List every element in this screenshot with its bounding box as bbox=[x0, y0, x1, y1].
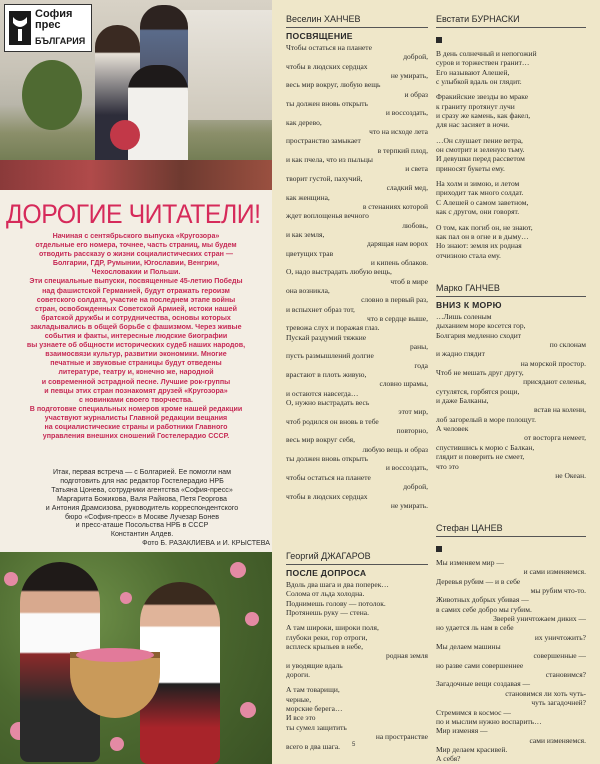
acknowledgement-line: и Антония Драмсизова, руководитель корреспондентского bbox=[45, 503, 239, 512]
intro-line: отдельные его номера, точнее, часть страниц, мы будем bbox=[35, 241, 237, 250]
intro-line: стран, освобожденных Советской Армией, истоки нашей bbox=[35, 304, 237, 313]
poem-line: цветущих трав bbox=[286, 248, 334, 258]
bullet-square-icon bbox=[436, 546, 442, 552]
poem-line: тревожа слух и поражая глаз. bbox=[286, 323, 380, 333]
poem-line: он смотрит и зеленую тьму. bbox=[436, 145, 525, 155]
poem-line: с улыбкой вдаль он глядит. bbox=[436, 77, 522, 87]
intro-line: литературе, театру и, конечно же, народной bbox=[58, 368, 214, 377]
poem-author: Веселин ХАНЧЕВ bbox=[286, 14, 361, 24]
poem-line: и воссоздать, bbox=[385, 463, 428, 473]
poem-line: Загадочные вещи создавая — bbox=[436, 679, 531, 689]
poem-author: Марко ГАНЧЕВ bbox=[436, 283, 500, 293]
poem-line: этот мир, bbox=[398, 407, 428, 417]
poem-line: И все это bbox=[286, 713, 316, 723]
poem-line: чтобы в людских сердцах bbox=[286, 61, 368, 71]
poem-line: дороги. bbox=[286, 670, 311, 680]
top-photo bbox=[0, 0, 272, 190]
poem-column-2 bbox=[436, 14, 586, 260]
poem-line: врастают в плоть живую, bbox=[286, 370, 367, 380]
intro-line: печатные и звуковые страницы будут отведены bbox=[50, 359, 222, 368]
poem-author: Евстати БУРНАСКИ bbox=[436, 14, 520, 24]
poem-line: дыханием море косется гор, bbox=[436, 321, 526, 331]
acknowledgement-line: бюро «София-пресс» в Москве Лучезар Бонев bbox=[64, 512, 220, 521]
divider bbox=[436, 27, 586, 28]
poem-line: Зверей уничтожаем диких — bbox=[493, 614, 586, 624]
poem-line: но разве сами совершеннее bbox=[436, 660, 524, 670]
poem-line: на пространстве bbox=[375, 732, 428, 742]
poem-line: сами изменяемся. bbox=[529, 735, 586, 745]
poem-line: А себя? bbox=[436, 754, 461, 764]
intro-line: Болгарии, ГДР, Румынии, Югославии, Венгрии, bbox=[52, 259, 220, 268]
poem-column-1b bbox=[286, 551, 428, 751]
poem-line: Но знают: земля их родная bbox=[436, 241, 522, 251]
divider bbox=[436, 536, 586, 537]
intro-line: взаимосвязи культур, развитии экономики. Многие bbox=[45, 350, 227, 359]
poem-line: Солома от льда холодна. bbox=[286, 589, 365, 599]
poem-line: не умирать. bbox=[390, 500, 428, 510]
poem-line: доброй, bbox=[403, 52, 428, 62]
poem-line: сладкий мед, bbox=[386, 183, 428, 193]
poem-line: Поднимешь голову — потолок. bbox=[286, 598, 386, 608]
person-shape bbox=[128, 65, 188, 175]
poem-line: их уничтожить? bbox=[534, 632, 586, 642]
poem-column-1 bbox=[286, 14, 428, 510]
poem-line: На холм и зимою, и летом bbox=[436, 179, 520, 189]
acknowledgement-line: Итак, первая встреча — с Болгарией. Ее помогли нам bbox=[53, 468, 231, 476]
poem-line: творит густой, пахучий, bbox=[286, 173, 363, 183]
poem-lines bbox=[436, 312, 586, 480]
poem-line: родная земля bbox=[386, 651, 428, 661]
intro-line: отводить рассказу о жизни социалистических стран — bbox=[38, 250, 234, 259]
poem-line: ты должен вновь открыть bbox=[286, 454, 368, 464]
poem-line: любовь, bbox=[402, 220, 428, 230]
poem-line: и как пчела, что из пыльцы bbox=[286, 155, 373, 165]
poem-line: и воссоздать, bbox=[385, 108, 428, 118]
poem-line: пусть размышлений долгие bbox=[286, 351, 374, 361]
poem-line: дарящая нам ворох bbox=[366, 239, 428, 249]
poem-line: и кипень облаков. bbox=[370, 257, 428, 267]
poem-line: и образ bbox=[404, 89, 428, 99]
poem-line: к граниту протянут лучи bbox=[436, 101, 515, 111]
poem-line: становимся ли хоть чуть- bbox=[505, 688, 586, 698]
poem-line: О, нужно выстрадать весь bbox=[286, 398, 370, 408]
poem-line: приходит так много солдат. bbox=[436, 188, 524, 198]
poem-line: Мы изменяем мир — bbox=[436, 558, 504, 567]
poem-line: и даже Балканы, bbox=[436, 396, 489, 406]
poem-line: словно шрамы, bbox=[379, 379, 428, 389]
poem-line: приносят букеты ему. bbox=[436, 163, 505, 173]
poem-line: чтоб в мире bbox=[390, 276, 428, 286]
sofia-press-logo bbox=[4, 4, 92, 52]
rose-shape bbox=[4, 572, 18, 586]
poem-line: и вспыхнет образ тот, bbox=[286, 304, 355, 314]
poem-line: присядают селенья, bbox=[523, 377, 586, 387]
poem-line: но удается ль нам в себе bbox=[436, 623, 514, 633]
poem-line: чтобы в людских сердцах bbox=[286, 491, 368, 501]
poem-line: О том, как погиб он, не знают, bbox=[436, 222, 533, 232]
poem-line: …Лишь соленым bbox=[436, 312, 492, 321]
poem-title: ВНИЗ К МОРЮ bbox=[436, 300, 502, 310]
poem-line: словно в первый раз, bbox=[361, 295, 428, 305]
poem-line: отчизною стала ему. bbox=[436, 250, 501, 260]
poem-line: совершенные — bbox=[533, 651, 586, 661]
poem-line: и уводящие вдаль bbox=[286, 660, 343, 670]
poem-author: Стефан ЦАНЕВ bbox=[436, 523, 503, 533]
poem-line: А там широки, широки поля, bbox=[286, 623, 379, 633]
intro-line: и современной эстрадной песне. Лучшие рок-группы bbox=[41, 377, 231, 386]
poem-line: всплеск крыльев в небе, bbox=[286, 642, 363, 652]
acknowledgement-line: Константин Алдев. bbox=[110, 530, 174, 539]
flowers-shape bbox=[0, 160, 272, 190]
poem-line: встав на колени, bbox=[533, 405, 586, 415]
poem-line: ты должен вновь открыть bbox=[286, 99, 368, 109]
poem-line: как пал он в огне и в дыму… bbox=[436, 231, 529, 241]
poem-line: ты сумел защитить bbox=[286, 722, 347, 732]
poem-line: что на исходе лета bbox=[369, 127, 428, 137]
divider bbox=[286, 564, 428, 565]
poem-line: как дерево, bbox=[286, 117, 322, 127]
rose-shape bbox=[120, 592, 132, 604]
poem-line: сутулятся, горбятся рощи, bbox=[436, 386, 520, 396]
acknowledgement-line: Маргарита Божикова, Валя Райкова, Петя Георгова bbox=[57, 494, 227, 503]
intro-line: братской дружбы и сотрудничества, основы которых bbox=[41, 313, 231, 322]
poem-line: как с другом, они говорят. bbox=[436, 207, 520, 217]
poem-lines bbox=[436, 558, 586, 764]
poem-line: Фракийские звезды во мраке bbox=[436, 92, 529, 102]
poem-line: А там товарищи, bbox=[286, 685, 340, 695]
bullet-square-icon bbox=[436, 37, 442, 43]
poem-line: Болгария медленно сходит bbox=[436, 330, 522, 340]
poem-line: Чтоб не мешать друг другу, bbox=[436, 368, 524, 378]
poem-line: пространство замыкает bbox=[286, 136, 361, 146]
poem-line: в терпкий плод, bbox=[377, 145, 428, 155]
left-column bbox=[0, 0, 272, 764]
poem-lines bbox=[286, 580, 428, 751]
poem-column-2c bbox=[436, 523, 586, 764]
rose-petals-shape bbox=[76, 648, 154, 662]
poem-line: любую вещь и образ bbox=[362, 444, 428, 454]
poem-line: и остаются навсегда… bbox=[286, 388, 359, 398]
poem-line: для нас засияет в ночи. bbox=[436, 120, 510, 130]
poem-line: года bbox=[414, 360, 428, 370]
roses-shape bbox=[110, 120, 140, 150]
intro-line: вы узнаете об общности исторических судеб наших народов, bbox=[26, 341, 246, 350]
poem-line: Мир изменяя — bbox=[436, 726, 488, 736]
poem-line: становимся? bbox=[545, 670, 586, 680]
intro-line: Эти специальные выпуски, посвященные 45-летию Победы bbox=[29, 277, 243, 286]
headline: ДОРОГИЕ ЧИТАТЕЛИ! bbox=[6, 199, 261, 229]
divider bbox=[436, 296, 586, 297]
poem-line: по и мыслим нужно воспарить… bbox=[436, 716, 542, 726]
intro-line: советского солдата, участие на последнем этапе войны bbox=[36, 295, 236, 304]
poem-lines bbox=[436, 49, 586, 260]
poem-line: Чтобы остаться на планете bbox=[286, 43, 372, 52]
poem-line: что это bbox=[436, 461, 459, 471]
poem-line: чтоб родился он вновь в тебе bbox=[286, 416, 379, 426]
poem-line: спустившись к морю с Балкан, bbox=[436, 442, 535, 452]
logo-line2: прес bbox=[35, 19, 61, 31]
poem-line: по склонам bbox=[549, 340, 586, 350]
poem-line: не Океан. bbox=[555, 470, 586, 480]
poem-line: весь мир вокруг себя, bbox=[286, 435, 355, 445]
poem-line: Протянешь руку — стена. bbox=[286, 608, 369, 618]
poem-line: повторно, bbox=[396, 426, 428, 436]
poem-line: Мы делаем машины bbox=[436, 642, 501, 652]
poem-author: Георгий ДЖАГАРОВ bbox=[286, 551, 371, 561]
acknowledgement-line: и пресс-аташе Посольства НРБ в СССР bbox=[75, 521, 209, 530]
poem-line: суров и торжествен гранит… bbox=[436, 58, 530, 68]
intro-text bbox=[2, 232, 270, 441]
intro-line: события и факты, интересные людские биографии bbox=[44, 332, 228, 341]
poem-line: Животных добрых убивая — bbox=[436, 595, 529, 605]
poem-line: в стенаниях которой bbox=[362, 201, 428, 211]
poem-line: Его называют Алешей, bbox=[436, 67, 510, 77]
logo-line1: София bbox=[35, 8, 73, 20]
poem-line: и сразу же камень, как факел, bbox=[436, 111, 531, 121]
poem-line: не умирать, bbox=[390, 71, 428, 81]
poem-line: Мир делаем красивей. bbox=[436, 744, 508, 754]
poem-line: в самих себе добро мы губим. bbox=[436, 604, 532, 614]
poem-line: …Он слушает пение ветра, bbox=[436, 135, 523, 145]
intro-line: на социалистические страны и работники Главного bbox=[44, 422, 228, 431]
intro-line: Начиная с сентябрьского выпуска «Кругозора» bbox=[52, 232, 220, 240]
acknowledgement-line: Татьяна Цонева, сотрудники агентства «София-пресс» bbox=[51, 485, 233, 494]
poem-line: Стремимся в космос — bbox=[436, 707, 511, 717]
poem-line: черные, bbox=[286, 694, 312, 704]
poem-line: глубоки реки, гор отроги, bbox=[286, 632, 368, 642]
divider bbox=[286, 27, 428, 28]
poem-line: и как земля, bbox=[286, 229, 325, 239]
intro-line: с новинками своего творчества. bbox=[78, 395, 194, 404]
poem-line: О, надо выстрадать любую вещь, bbox=[286, 267, 392, 277]
poem-line: лоб загорелый в море полощут. bbox=[436, 414, 537, 424]
bottom-photo bbox=[0, 552, 272, 764]
rose-shape bbox=[230, 562, 246, 578]
poem-line: В день солнечный и непогожий bbox=[436, 49, 537, 58]
tree-shape bbox=[22, 60, 82, 130]
poem-line: Деревья рубим — и в себе bbox=[436, 576, 521, 586]
intro-line: управления внешних сношений Гостелерадио СССР. bbox=[42, 432, 230, 441]
poem-line: и жадно глядит bbox=[436, 349, 485, 359]
poem-line: и сами изменяемся. bbox=[523, 567, 586, 577]
logo-mark-icon bbox=[9, 11, 31, 45]
poem-title: ПОСВЯЩЕНИЕ bbox=[286, 31, 353, 41]
poem-title: ПОСЛЕ ДОПРОСА bbox=[286, 568, 367, 578]
poem-line: чуть загадочней? bbox=[531, 698, 586, 708]
intro-line: участвуют журналисты Главной редакции вещания bbox=[44, 413, 228, 422]
logo-line3: БЪЛГАРИЯ bbox=[35, 36, 86, 46]
poem-line: на морской простор. bbox=[520, 358, 586, 368]
poem-line: ждет воплощенья вечного bbox=[286, 211, 369, 221]
poem-line: она возникла, bbox=[286, 285, 330, 295]
poem-line: чтобы остаться на планете bbox=[286, 472, 371, 482]
poem-line: раны, bbox=[409, 342, 428, 351]
acknowledgements bbox=[14, 468, 270, 539]
poem-line: от восторга немеет, bbox=[524, 433, 586, 443]
poem-line: мы рубим что-то. bbox=[530, 586, 586, 596]
photo-credit: Фото Б. РАЗАКЛИЕВА и И. КРЫСТЕВА bbox=[142, 539, 270, 547]
rose-shape bbox=[245, 612, 259, 626]
intro-line: над фашистской Германией, будут отражать героизм bbox=[42, 286, 230, 295]
poem-line: морские берега… bbox=[286, 704, 343, 714]
poem-line: доброй, bbox=[403, 482, 428, 492]
poem-line: А человек bbox=[436, 424, 469, 434]
intro-line: закладывались в общей борьбе с фашизмом. Через живые bbox=[30, 322, 242, 331]
poem-line: всего в два шага. bbox=[286, 741, 341, 751]
poem-line: Вдоль два шага и два поперек… bbox=[286, 580, 389, 589]
rose-shape bbox=[110, 737, 124, 751]
intro-line: и певцы этих стран познакомят друзей «Кругозора» bbox=[44, 386, 228, 395]
page-number: 5 bbox=[352, 742, 356, 748]
poem-line: весь мир вокруг, любую вещь bbox=[286, 80, 381, 90]
rose-shape bbox=[240, 702, 256, 718]
intro-line: Чехословакии и Польши. bbox=[91, 268, 181, 277]
poem-line: глядит и поверить не смеет, bbox=[436, 452, 525, 462]
poem-lines bbox=[286, 43, 428, 510]
poem-line: Пускай раздумий тяжкие bbox=[286, 332, 367, 342]
intro-line: В подготовке специальных номеров кроме нашей редакции bbox=[29, 404, 243, 413]
acknowledgement-line: подготовить для нас редактор Гостелерадио НРБ bbox=[60, 476, 224, 485]
poem-line: С Алешей о самом заветном, bbox=[436, 197, 529, 207]
poem-column-2b bbox=[436, 283, 586, 480]
poem-line: что в сердце выше, bbox=[367, 313, 428, 323]
poem-line: и света bbox=[405, 164, 428, 174]
poem-line: как женщина, bbox=[286, 192, 330, 202]
poem-line: И девушки перед рассветом bbox=[436, 154, 525, 164]
